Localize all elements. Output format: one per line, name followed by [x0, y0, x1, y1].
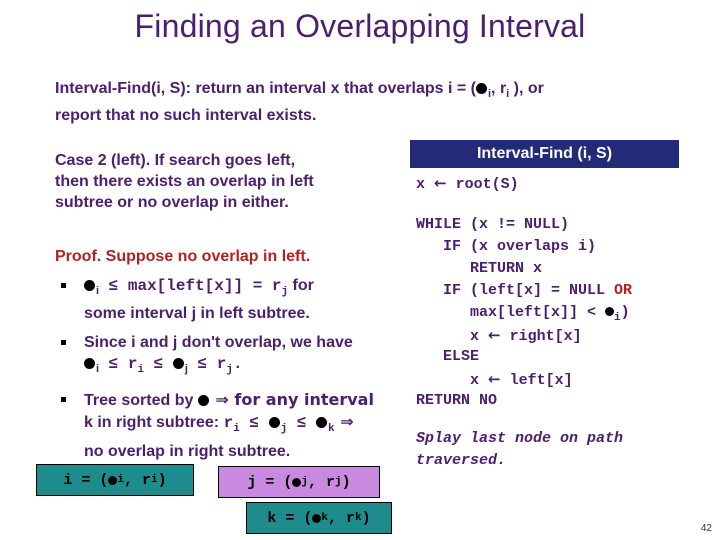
- b3-code-3: ≤: [287, 414, 317, 433]
- bullet-icon: [61, 283, 66, 288]
- b3-implies: ⇒: [334, 412, 354, 432]
- box-k-mid: , r: [327, 509, 355, 527]
- intro-text: [55, 78, 655, 126]
- left-arrow-icon: ←: [434, 174, 447, 192]
- code-line-1-b: root(S): [446, 176, 519, 193]
- b2-sub-1: i: [96, 363, 100, 376]
- b2-sub-2: i: [137, 364, 145, 377]
- code-line-5-a: IF (left[x] = NULL: [416, 282, 615, 299]
- proof-bullet-3: [55, 389, 400, 461]
- box-k-sub2: k: [355, 512, 362, 524]
- proof-bullet-2: [55, 332, 400, 381]
- b2-code-1: ≤ r: [99, 355, 138, 374]
- b2-end: .: [232, 355, 243, 374]
- box-k-suffix: ): [361, 509, 371, 527]
- proof-bullet-1: [55, 275, 400, 324]
- box-j-mid: , r: [307, 473, 335, 491]
- left-endpoint-dot: [198, 395, 209, 406]
- b3-line2a: k in right subtree:: [84, 414, 224, 432]
- left-endpoint-dot: [108, 476, 117, 485]
- proof-block: [55, 246, 400, 462]
- case2-line-3: subtree or no overlap in either.: [55, 194, 289, 211]
- intro-line-1-prefix: Interval-Find(i, S): return an interval x that overlaps i = (: [55, 80, 476, 97]
- box-k-prefix: k = (: [267, 509, 313, 527]
- slide-title: Finding an Overlapping Interval: [134, 8, 586, 44]
- code-line-1-a: x: [416, 176, 435, 193]
- intro-suffix: ), or: [509, 80, 544, 97]
- intro-line-1: [55, 78, 655, 105]
- b3-sub-2: j: [280, 423, 288, 436]
- b3-line1a: Tree sorted by: [84, 392, 198, 410]
- code-line-7-b: right[x]: [500, 328, 582, 345]
- box-i-mid: , r: [123, 471, 151, 489]
- code-line-2: WHILE (x != NULL): [416, 216, 570, 233]
- box-i-sub2: i: [151, 474, 158, 486]
- b1-tail: for: [288, 277, 314, 294]
- left-endpoint-dot: [292, 478, 301, 487]
- code-line-10: RETURN NO: [416, 392, 498, 409]
- left-endpoint-dot: [84, 358, 95, 369]
- box-i-sub: i: [117, 474, 124, 486]
- code-line-7: [416, 326, 582, 345]
- proof-bullet-1-line-2: some interval j in left subtree.: [84, 305, 310, 323]
- b3-line1b: ⇒ for any interval: [209, 390, 374, 410]
- intro-sub-i: i: [487, 88, 492, 101]
- left-arrow-icon: ←: [488, 326, 501, 344]
- code-line-6: [416, 304, 630, 324]
- intro-sub-r: i: [506, 88, 510, 101]
- code-or-keyword: OR: [614, 282, 633, 299]
- box-j-suffix: ): [341, 473, 351, 491]
- code-line-7-a: x: [416, 328, 489, 345]
- left-endpoint-dot: [312, 514, 321, 523]
- left-endpoint-dot: [476, 83, 487, 94]
- interval-k-box: [246, 502, 392, 534]
- box-j-sub2: j: [335, 476, 342, 488]
- code-header: Interval-Find (i, S): [410, 140, 679, 168]
- code-line-6-sub: i: [614, 312, 621, 324]
- b1-code-sub: j: [281, 286, 289, 299]
- box-i-prefix: i = (: [63, 471, 109, 489]
- code-note-2: traversed.: [416, 452, 507, 469]
- b3-code-1: r: [223, 414, 234, 433]
- b1-sub: i: [96, 285, 100, 298]
- left-endpoint-dot: [316, 417, 327, 428]
- b1-code: ≤ max[left[x]] = r: [99, 277, 282, 295]
- bullet-icon: [61, 340, 66, 345]
- code-line-3: IF (x overlaps i): [416, 238, 597, 255]
- left-endpoint-dot: [269, 417, 280, 428]
- proof-bullet-3-line-3: no overlap in right subtree.: [84, 442, 291, 460]
- left-endpoint-dot: [173, 358, 184, 369]
- left-arrow-icon: ←: [488, 370, 501, 388]
- b3-sub-1: i: [233, 423, 240, 436]
- code-line-6-b: ): [620, 304, 630, 321]
- b2-sub-4: j: [226, 364, 233, 377]
- b2-sub-3: j: [184, 363, 188, 376]
- code-line-6-a: max[left[x]] <: [416, 304, 606, 321]
- bullet-icon: [61, 397, 66, 402]
- code-line-4: RETURN x: [416, 260, 543, 277]
- box-j-prefix: j = (: [247, 473, 293, 491]
- code-line-9: [416, 370, 573, 389]
- proof-bullet-1-line-1: [84, 275, 400, 303]
- proof-lead: Proof. Suppose no overlap in left.: [55, 248, 311, 265]
- intro-mid: , r: [491, 80, 507, 97]
- intro-line-2: report that no such interval exists.: [55, 107, 317, 125]
- proof-bullet-3-line-1: [84, 389, 400, 411]
- b3-code-2: ≤: [239, 414, 269, 433]
- proof-bullet-3-line-2: [84, 411, 400, 440]
- code-line-9-a: x: [416, 372, 489, 389]
- left-endpoint-dot: [605, 307, 614, 316]
- case2-text: [55, 150, 375, 213]
- code-panel: [398, 134, 681, 474]
- b3-sub-3: k: [328, 423, 335, 436]
- interval-i-box: [36, 464, 194, 496]
- box-k-sub: k: [321, 512, 328, 524]
- page-number: 42: [700, 523, 712, 534]
- code-note-1: Splay last node on path: [416, 430, 624, 447]
- case2-line-1: Case 2 (left). If search goes left,: [55, 152, 296, 169]
- code-line-5: [416, 282, 632, 299]
- box-i-suffix: ): [157, 471, 167, 489]
- b2-code-2: ≤: [144, 355, 173, 374]
- code-line-1: [416, 174, 519, 193]
- code-line-8: ELSE: [416, 348, 480, 365]
- proof-bullet-2-line-1: Since i and j don't overlap, we have: [84, 334, 353, 352]
- code-line-9-b: left[x]: [500, 372, 573, 389]
- b2-code-3: ≤ r: [187, 355, 227, 374]
- box-j-sub: j: [301, 476, 308, 488]
- interval-j-box: [218, 466, 380, 498]
- case2-line-2: then there exists an overlap in left: [55, 173, 314, 190]
- proof-bullet-2-line-2: [84, 353, 400, 381]
- left-endpoint-dot: [84, 280, 95, 291]
